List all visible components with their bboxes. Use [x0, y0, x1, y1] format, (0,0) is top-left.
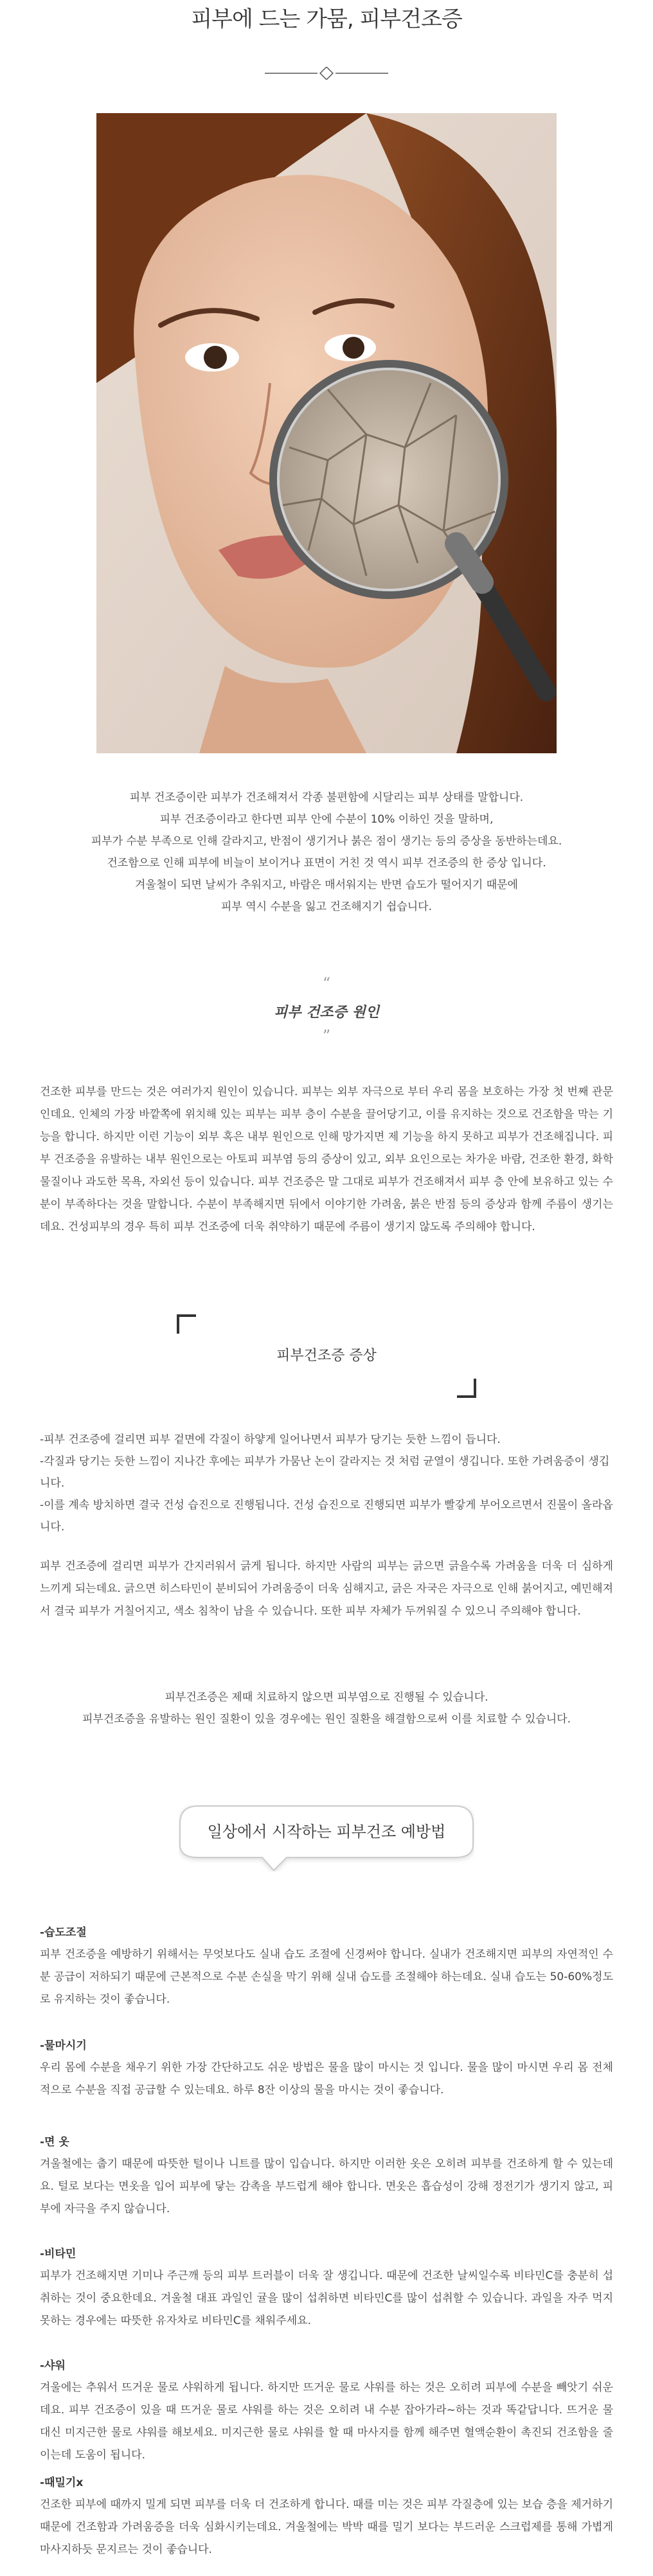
prevention-section-title: -비타민 [40, 2248, 76, 2260]
prevention-section-text: 피부 건조증을 예방하기 위해서는 무엇보다도 실내 습도 조절에 신경써야 합니다. 실내가 건조해지면 피부의 자연적인 수분 공급이 저하되기 때문에 근본적으로 수분 손실을 막기 위해 실내 습도를 조절해야 하는데요. 실내 습도는 50-60%정도로 유지하는 것이 좋습니다. [40, 1948, 613, 2006]
prevention-section-title: -습도조절 [40, 1926, 87, 1939]
prevention-section-text: 우리 몸에 수분을 채우기 위한 가장 간단하고도 쉬운 방법은 물을 많이 마시는 것 입니다. 물을 많이 마시면 우리 몸 전체적으로 수분을 직접 공급할 수 있는데요. 하루 8잔 이상의 물을 마시는 것이 좋습니다. [40, 2061, 613, 2097]
open-quote: “ [322, 974, 331, 992]
cause-heading: 피부 건조증 원인 [273, 1005, 380, 1021]
prevention-section-title: -샤워 [40, 2359, 66, 2372]
symptom-paragraph: 피부 건조증에 걸리면 피부가 간지러워서 긁게 됩니다. 하지만 사람의 피부는 긁으면 긁을수록 가려움을 더욱 더 심하게 느끼게 되는데요. 긁으면 히스타민이 분비되어 가려움증이 더욱 심해지고, 긁은 자국은 자극으로 인해 붉어지고, 예민해져서 결국 피부가 거칠어지고, 색소 침착이 남을 수 있습니다. 또한 피부 자체가 두꺼워질 수 있으니 주의해야 합니다. [40, 1560, 613, 1618]
prevention-section-title: -면 옷 [40, 2136, 69, 2149]
hero-image [96, 113, 557, 753]
prevention-section-text: 피부가 건조해지면 기미나 주근깨 등의 피부 트러블이 더욱 잘 생깁니다. 때문에 건조한 날씨일수록 비타민C를 충분히 섭취하는 것이 중요한데요. 겨울철 대표 과일인 귤을 많이 섭취하면 비타민C를 많이 섭취할 수 있습니다. 과일을 자주 먹지 못하는 경우에는 따뜻한 유자차로 비타민C를 채워주세요. [40, 2269, 613, 2327]
symptom-item: -피부 건조증에 걸리면 피부 겉면에 각질이 하얗게 일어나면서 피부가 당기는 듯한 느낌이 듭니다. [40, 1433, 501, 1446]
intro-line: 피부 건조증이라고 한다면 피부 안에 수분이 10% 이하인 것을 말하며, [159, 813, 494, 826]
prevention-section-title: -물마시기 [40, 2039, 87, 2052]
cause-text: 건조한 피부를 만드는 것은 여러가지 원인이 있습니다. 피부는 외부 자극으로 부터 우리 몸을 보호하는 가장 첫 번째 관문 인데요. 인체의 가장 바깥쪽에 위치해 있는 피부는 피부 층이 수분을 끌어당기고, 이를 유지하는 것으로 건조함을 막는 기능을 합니다. 하지만 이런 기능이 외부 혹은 내부 원인으로 인해 망가지면 제 기능을 하지 못하고 피부가 건조해집니다. 피부 건조증을 유발하는 내부 원인으로는 아토피 피부염 등의 증상이 있고, 외부 요인으로는 차가운 바람, 건조한 환경, 화학물질이나 과도한 목욕, 자외선 등이 있습니다. 피부 건조증은 말 그대로 피부가 건조해져서 피부 층 안에 보유하고 있는 수분이 부족하다는 것을 말합니다. 수분이 부족해지면 뒤에서 이야기한 가려움, 붉은 반점 등의 증상과 함께 주름이 생기는데요. 건성피부의 경우 특히 피부 건조증에 더욱 취약하기 때문에 주름이 생기지 않도록 주의해야 합니다. [40, 1086, 613, 1233]
intro-line: 피부 건조증이란 피부가 건조해져서 각종 불편함에 시달리는 피부 상태를 말합니다. [129, 791, 524, 804]
intro-text [26, 787, 627, 918]
prevention-section-title: -때밀기x [40, 2476, 84, 2489]
symptom-item: -각질과 당기는 듯한 느낌이 지나간 후에는 피부가 가뭄난 논이 갈라지는 것 처럼 균열이 생깁니다. 또한 가려움증이 생깁니다. [40, 1455, 610, 1490]
symptom-note-line: 피부건조증을 유발하는 원인 질환이 있을 경우에는 원인 질환을 해결함으로써 이를 치료할 수 있습니다. [82, 1713, 571, 1726]
symptom-heading: 피부건조증 증상 [276, 1348, 377, 1364]
prevention-section-text: 겨울에는 추워서 뜨거운 물로 샤워하게 됩니다. 하지만 뜨거운 물로 샤워를 하는 것은 오히려 피부에 수분을 빼앗기 쉬운데요. 피부 건조증이 있을 때 뜨거운 물로 샤워를 하는 것은 오히려 내 수분 잡아가라~하는 것과 똑같답니다. 뜨거운 물 대신 미지근한 물로 샤워를 해보세요. 미지근한 물로 샤워를 할 때 마사지를 함께 해주면 혈액순환이 촉진되 건조함을 줄이는데 도움이 됩니다. [40, 2381, 613, 2462]
intro-line: 건조함으로 인해 피부에 비늘이 보이거나 표면이 거친 것 역시 피부 건조증의 한 증상 입니다. [107, 857, 546, 870]
symptom-list [40, 1429, 613, 1538]
prevention-heading: 일상에서 시작하는 피부건조 예방법 [207, 1823, 446, 1841]
intro-line: 겨울철이 되면 날씨가 추워지고, 바람은 매서워지는 반면 습도가 떨어지기 때문에 [135, 879, 518, 891]
intro-line: 피부가 수분 부족으로 인해 갈라지고, 반점이 생기거나 붉은 점이 생기는 등의 증상을 동반하는데요. [91, 835, 562, 848]
prevention-section-text: 겨울철에는 춥기 때문에 따뜻한 털이나 니트를 많이 입습니다. 하지만 이러한 옷은 오히려 피부를 건조하게 할 수 있는데요. 털로 보다는 면옷을 입어 피부에 닿는 감촉을 부드럽게 해야 합니다. 면옷은 흡습성이 강해 정전기가 생기지 않고, 피부에 자극을 주지 않습니다. [40, 2158, 613, 2215]
symptom-item: -이를 계속 방치하면 결국 건성 습진으로 진행됩니다. 건성 습진으로 진행되면 피부가 빨갛게 부어오르면서 진물이 올라옵니다. [40, 1499, 613, 1534]
symptom-note-line: 피부건조증은 제때 치료하지 않으면 피부염으로 진행될 수 있습니다. [165, 1691, 488, 1704]
intro-line: 피부 역시 수분을 잃고 건조해지기 쉽습니다. [220, 900, 433, 913]
page-title: 피부에 드는 가뭄, 피부건조증 [191, 6, 462, 32]
close-quote: ” [322, 1027, 331, 1045]
prevention-section-text: 건조한 피부에 때까지 밀게 되면 피부를 더욱 더 건조하게 합니다. 때를 미는 것은 피부 각질층에 있는 보습 층을 제거하기 때문에 건조함과 가려움증을 더욱 심화시키는데요. 겨울철에는 박박 때를 밀기 보다는 부드러운 스크럽제를 통해 가볍게 마사지하듯 문지르는 것이 좋습니다. [40, 2498, 613, 2556]
title-divider [265, 67, 388, 80]
symptom-note [26, 1686, 627, 1730]
